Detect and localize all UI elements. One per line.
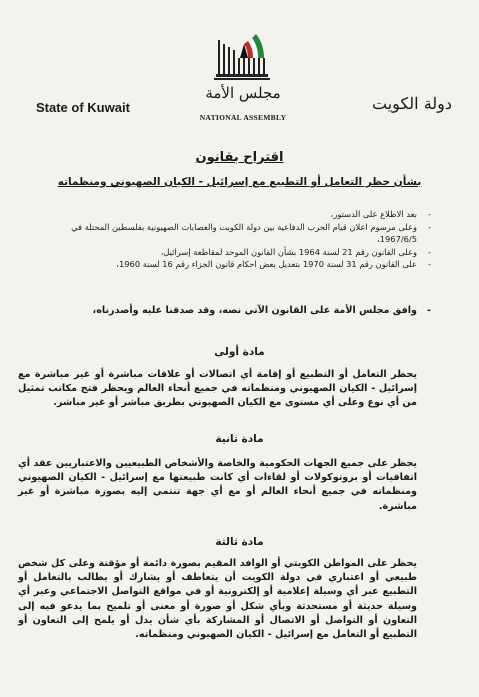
enactment-clause-text: - وافق مجلس الأمة على القانون الآتي نصه، وقد صدقنا عليه وأصدرناه، [92, 305, 417, 316]
preamble-item: - وعلى مرسوم اعلان قيام الحرب الدفاعية بين دولة الكويت والعصابات الصهيونية بفلسطين المحتلة في 1967/6/5، [30, 221, 431, 246]
preamble-item: - على القانون رقم 31 لسنة 1970 بتعديل بعض احكام قانون الجزاء رقم 16 لسنة 1960، [30, 258, 431, 271]
document-subtitle: بشأن حظر التعامل أو التطبيع مع إسرائيل - الكيان الصهيوني ومنظماته [57, 176, 422, 188]
logo-arabic-text: مجلس الأمة [205, 84, 281, 102]
preamble-item: - بعد الاطلاع على الدستور، [30, 208, 431, 221]
preamble-item: - وعلى القانون رقم 21 لسنة 1964 بشأن القانون الموحد لمقاطعة إسرائيل، [30, 246, 431, 259]
document-title: اقتراح بقانون [195, 150, 284, 165]
national-assembly-logo [198, 28, 288, 126]
preamble-list [30, 208, 431, 271]
article-3-text: يحظر على المواطن الكويتي أو الوافد المقيم بصورة دائمة أو مؤقتة وعلى كل شخص طبيعي أو اعتباري في دولة الكويت أن يتعاطف أو يشارك أو يطالب بالتعامل أو التطبيع عبر أي وسيلة إعلامية أو إلكترونية أو في مواقع التواصل الاجتماعي وعبر أي وسيلة حديثة أو مستحدثة وبأي شكل أو صورة أو معنى أو تلميح بما يدعو فيه إلى التعاون أو التواصل أو الاتصال أو المشاركة بأي شأن يدل أو يلمح إلى التعاون أو التطبيع أو التعامل مع إسرائيل - الكيان الصهيوني ومنظماته. [18, 558, 417, 641]
logo-english-text: NATIONAL ASSEMBLY [199, 113, 287, 122]
enactment-clause [30, 305, 431, 316]
article-1-text: يحظر التعامل أو التطبيع أو إقامة أي اتصالات أو علاقات مباشرة أو غير مباشرة مع إسرائيل - الكيان الصهيوني ومنظماته في جميع أنحاء العالم ويحظر فتح مكاتب تمثيل من أي نوع وعلى أي مستوى مع الكيان الصهيوني بطريق مباشر أو غير مباشر. [18, 369, 417, 409]
article-2-text: يحظر على جميع الجهات الحكومية والخاصة والأشخاص الطبيعيين والاعتباريين عقد أي اتفاقيات أو بروتوكولات أو لقاءات أي كانت طبيعتها مع إسرائيل - الكيان الصهيوني ومنظماته في جميع أنحاء العالم أو مع أي جهة تنتمي إليه بصورة مباشرة أو غير مباشرة. [18, 458, 417, 512]
state-of-kuwait-arabic: دولة الكويت [372, 94, 452, 113]
state-of-kuwait-english: State of Kuwait [36, 100, 130, 115]
article-3-heading: مادة ثالثة [215, 536, 264, 548]
article-1-heading: مادة أولى [214, 346, 265, 358]
article-2-heading: مادة ثانية [215, 433, 264, 445]
assembly-emblem-icon [198, 28, 288, 88]
